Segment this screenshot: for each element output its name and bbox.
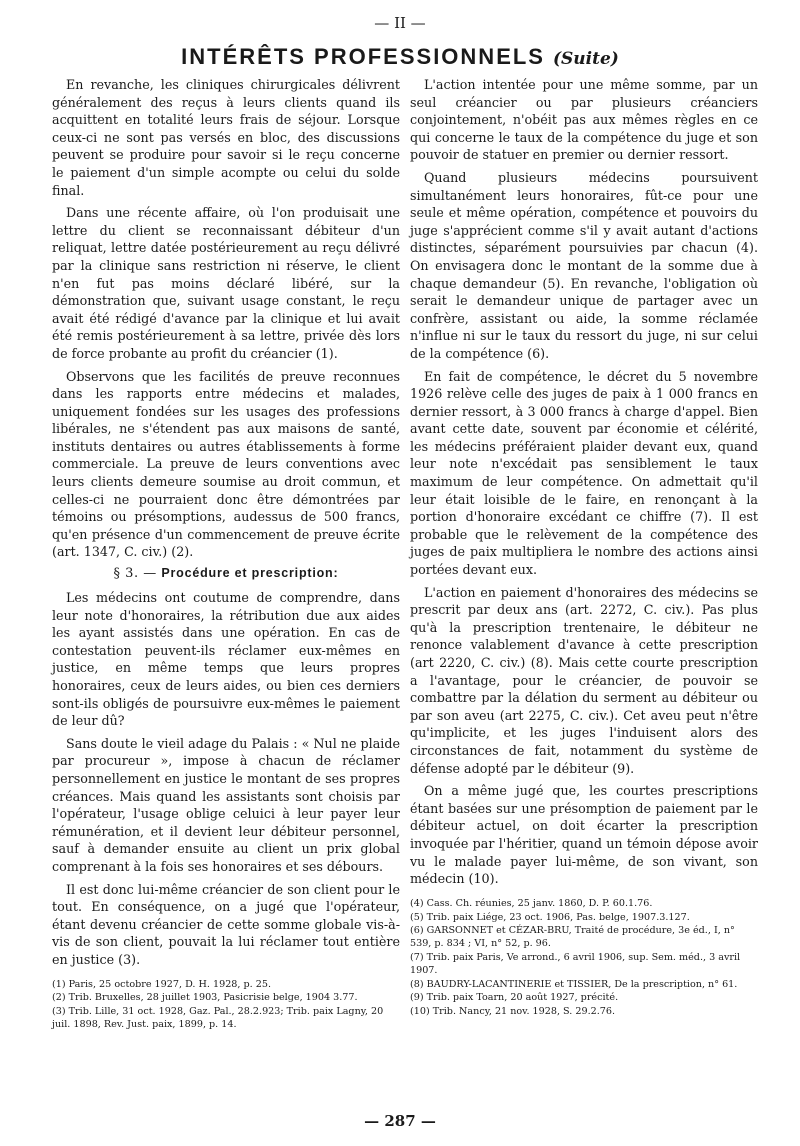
section-heading (52, 566, 400, 581)
title-text: INTÉRÊTS PROFESSIONNELS (181, 44, 545, 69)
paragraph: En fait de compétence, le décret du 5 novembre 1926 relève celle des juges de paix à 1 000 francs en dernier ressort, à 3 000 francs à charge d'appel. Bien avant cette date, souvent par économie et célérité, les médecins préféraient plaider devant eux, quand leur note n'excédait pas sensiblement le taux maximum de leur compétence. On admettait qu'il leur était loisible de le faire, en renonçant à la portion d'honoraire excédant ce chiffre (7). Il est probable que le relèvement de la compétence des juges de paix multipliera le nombre des actions ainsi portées devant eux. (410, 368, 758, 578)
paragraph: Les médecins ont coutume de comprendre, dans leur note d'honoraires, la rétribution due aux aides les ayant assistés dans une opération. En cas de contestation peuvent-ils réclamer eux-mêmes en justice, en même temps que leurs propres honoraires, ceux de leurs aides, ou bien ces derniers sont-ils obligés de poursuivre eux-mêmes le paiement de leur dû? (52, 590, 400, 729)
footnote: (9) Trib. paix Toarn, 20 août 1927, précité. (410, 992, 619, 1004)
paragraph: L'action en paiement d'honoraires des médecins se prescrit par deux ans (art. 2272, C. civ.). Pas plus qu'à la prescription trentenaire, le débiteur ne renonce valablement d'avance à cette prescription (art 2220, C. civ.) (8). Mais cette courte prescription a l'avantage, pour le créancier, de pouvoir se combattre par la délation du serment au débiteur ou par son aveu (art 2275, C. civ.). Cet aveu peut n'être qu'implicite, et les juges l'induisent alors des circonstances de fait, notamment du système de défense adopté par le débiteur (9). (410, 584, 758, 776)
footnote: (8) BAUDRY-LACANTINERIE et TISSIER, De la prescription, n° 61. (410, 978, 738, 990)
footnote: (6) GARSONNET et CÉZAR-BRU, Traité de procédure, 3e éd., I, n° 539, p. 834 ; VI, n° 52, p. 96. (410, 925, 735, 950)
paragraph: Sans doute le vieil adage du Palais : « Nul ne plaide par procureur », impose à chacun de réclamer personnellement en justice le montant de ses propres créances. Mais quand les assistants sont choisis par l'opérateur, l'usage oblige celuici à leur payer leur rémunération, et il devient leur débiteur personnel, sauf à demander ensuite au client un prix global comprenant à la fois ses honoraires et ses débours. (52, 735, 400, 874)
paragraph: Quand plusieurs médecins poursuivent simultanément leurs honoraires, fût-ce pour une seule et même opération, compétence et pouvoirs du juge s'apprécient comme s'il y avait autant d'actions distinctes, séparément poursuivies par chacun (4). On envisagera donc le montant de la somme due à chaque demandeur (5). En revanche, l'obligation où serait le demandeur unique de partager avec un confrère, assistant ou aide, la somme réclamée n'influe ni sur le taux du ressort du juge, ni sur celui de la compétence (6). (410, 169, 758, 361)
footnote: (10) Trib. Nancy, 21 nov. 1928, S. 29.2.76. (410, 1006, 616, 1018)
footnotes-left (52, 979, 400, 1032)
footnote: (4) Cass. Ch. réunies, 25 janv. 1860, D. P. 60.1.76. (410, 897, 653, 909)
paragraph: Dans une récente affaire, où l'on produisait une lettre du client se reconnaissant débiteur d'un reliquat, lettre datée postérieurement au reçu délivré par la clinique sans restriction ni réserve, le client n'en fut pas moins déclaré libéré, sur la démonstration que, suivant usage constant, le reçu avait été rédigé d'avance par la clinique et lui avait été remis postérieurement à sa lettre, privée dès lors de force probante au profit du créancier (1). (52, 205, 400, 361)
right-column (410, 76, 758, 1020)
paragraph: L'action intentée pour une même somme, par un seul créancier ou par plusieurs créanciers conjointement, n'obéit pas aux mêmes règles en ce qui concerne le taux de la compétence du juge et son pouvoir de statuer en premier ou dernier ressort. (410, 77, 758, 163)
page-title (0, 44, 800, 70)
left-column (52, 76, 400, 1033)
footnote: (5) Trib. paix Liége, 23 oct. 1906, Pas. belge, 1907.3.127. (410, 911, 690, 923)
footnote: (7) Trib. paix Paris, Ve arrond., 6 avril 1906, sup. Sem. méd., 3 avril 1907. (410, 951, 741, 976)
footnote: (3) Trib. Lille, 31 oct. 1928, Gaz. Pal., 28.2.923; Trib. paix Lagny, 20 juil. 1898, Rev. Just. paix, 1899, p. 14. (52, 1006, 384, 1030)
paragraph: Il est donc lui-même créancier de son client pour le tout. En conséquence, on a jugé que l'opérateur, étant devenu créancier de cette somme globale vis-à-vis de son client, pouvait la lui réclamer tout entière en justice (3). (52, 881, 400, 967)
footnote: (2) Trib. Bruxelles, 28 juillet 1903, Pasicrisie belge, 1904 3.77. (52, 992, 358, 1004)
paragraph: Observons que les facilités de preuve reconnues dans les rapports entre médecins et malades, uniquement fondées sur les usages des professions libérales, ne s'étendent pas aux maisons de santé, instituts dentaires ou autres établissements à forme commerciale. La preuve de leurs conventions avec leurs clients demeure soumise au droit commun, et celles-ci ne pourraient donc être démontrées par témoins ou présomptions, audessus de 500 francs, qu'en présence d'un commencement de preuve écrite (art. 1347, C. civ.) (2). (52, 368, 400, 560)
section-title: Procédure et prescription: (161, 566, 339, 581)
paragraph: En revanche, les cliniques chirurgicales délivrent généralement des reçus à leurs clients quand ils acquittent en totalité leurs frais de séjour. Lorsque ceux-ci ne sont pas versés en bloc, des discussions peuvent se produire pour savoir si le reçu concerne le paiement d'un simple acompte ou celui du solde final. (52, 77, 400, 198)
page-roman-numeral: — II — (374, 14, 426, 32)
section-number: § 3. — (113, 566, 157, 582)
footnote: (1) Paris, 25 octobre 1927, D. H. 1928, p. 25. (52, 978, 271, 990)
page-number: — 287 — (364, 1112, 436, 1130)
paragraph: On a même jugé que, les courtes prescriptions étant basées sur une présomption de paiement par le débiteur actuel, on doit écarter la prescription invoquée par l'héritier, quand un témoin dépose avoir vu le malade payer lui-même, de son vivant, son médecin (10). (410, 783, 758, 887)
footnotes-right (410, 898, 758, 1019)
title-suffix: (Suite) (552, 49, 619, 69)
